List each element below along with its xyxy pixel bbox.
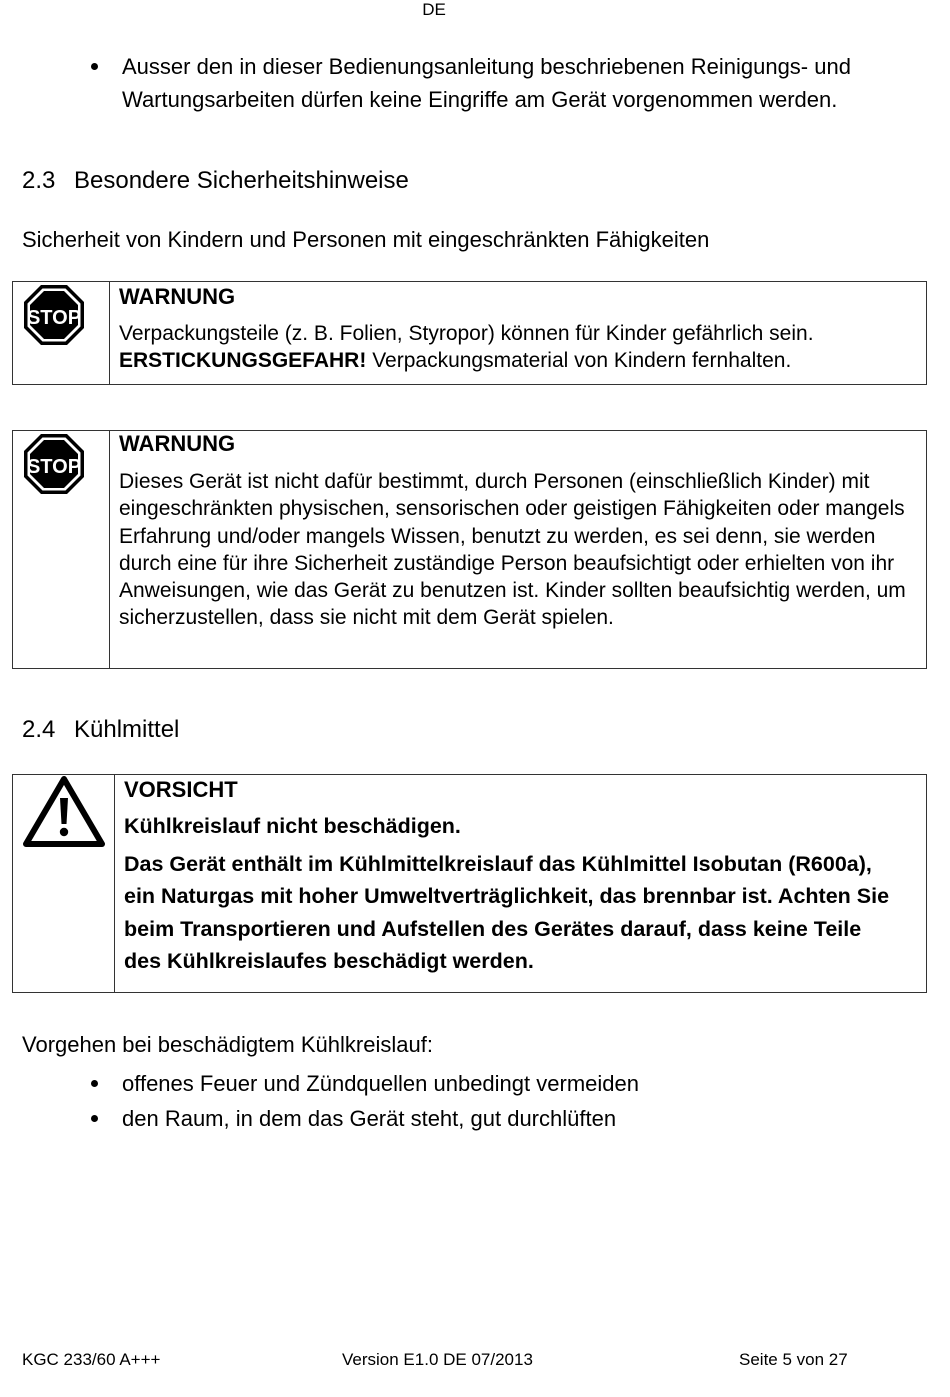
footer-version: Version E1.0 DE 07/2013	[342, 1350, 533, 1369]
section-2-3-heading	[22, 167, 409, 195]
warning-instruction: Verpackungsmaterial von Kindern fernhalten.	[366, 349, 792, 372]
suffocation-warning: ERSTICKUNGSGEFAHR!	[119, 349, 367, 372]
box-divider	[109, 431, 110, 668]
stop-sign-icon	[22, 432, 86, 496]
warning-box-persons	[12, 430, 927, 669]
caution-heading-line: Kühlkreislauf nicht beschädigen.	[124, 814, 461, 838]
warning-content	[119, 284, 920, 374]
warning-triangle-icon	[23, 776, 105, 848]
warning-label: WARNUNG	[119, 431, 236, 456]
stop-sign-text: STOP	[26, 307, 82, 329]
language-header: DE	[422, 0, 446, 19]
footer-page-number: Seite 5 von 27	[739, 1350, 848, 1369]
caution-content	[124, 777, 920, 978]
footer-model: KGC 233/60 A+++	[22, 1350, 161, 1369]
warning-content	[119, 431, 920, 632]
section-number: 2.4	[22, 716, 56, 743]
caution-text: Das Gerät enthält im Kühlmittelkreislauf das Kühlmittel Isobutan (R600a), ein Naturgas mit hoher Umweltverträglichkeit, das brennbar ist. Achten Sie beim Transportieren und Aufstellen des Gerätes darauf, dass keine Teile des Kühlkreislaufes beschädigt werden.	[124, 851, 890, 974]
section-number: 2.3	[22, 167, 56, 194]
procedure-list	[0, 1066, 950, 1136]
list-item: den Raum, in dem das Gerät steht, gut durchlüften	[0, 1101, 950, 1136]
list-item: offenes Feuer und Zündquellen unbedingt vermeiden	[0, 1066, 950, 1101]
box-divider	[109, 282, 110, 384]
warning-sentence: Verpackungsteile (z. B. Folien, Styropor) können für Kinder gefährlich sein.	[119, 322, 814, 345]
warning-text	[119, 320, 920, 374]
list-item: Ausser den in dieser Bedienungsanleitung beschriebenen Reinigungs- und Wartungsarbeiten dürfen keine Eingriffe am Gerät vorgenommen werden.	[0, 50, 950, 116]
warning-box-packaging	[12, 281, 927, 385]
intro-bullet-list	[0, 50, 950, 116]
procedure-title: Vorgehen bei beschädigtem Kühlkreislauf:	[22, 1032, 433, 1057]
caution-label: VORSICHT	[124, 777, 238, 802]
stop-sign-text: STOP	[26, 456, 82, 478]
section-title: Kühlmittel	[74, 716, 180, 743]
caution-box-refrigerant	[12, 774, 927, 993]
section-2-4-heading	[22, 716, 179, 744]
warning-label: WARNUNG	[119, 284, 236, 309]
box-divider	[114, 775, 115, 992]
section-subtitle: Sicherheit von Kindern und Personen mit eingeschränkten Fähigkeiten	[22, 227, 710, 252]
section-title: Besondere Sicherheitshinweise	[74, 167, 409, 194]
warning-text: Dieses Gerät ist nicht dafür bestimmt, durch Personen (einschließlich Kinder) mit eingeschränkten physischen, sensorischen oder geistigen Fähigkeiten oder mangels Erfahrung und/oder mangels Wissen, benutzt zu werden, es sei denn, sie werden durch eine für ihre Sicherheit zuständige Person beaufsichtigt oder erhielten von ihr Anweisungen, wie das Gerät zu benutzen ist. Kinder sollten beaufsichtig werden, um sicherzustellen, dass sie nicht mit dem Gerät spielen.	[119, 470, 906, 630]
stop-sign-icon	[22, 283, 86, 347]
